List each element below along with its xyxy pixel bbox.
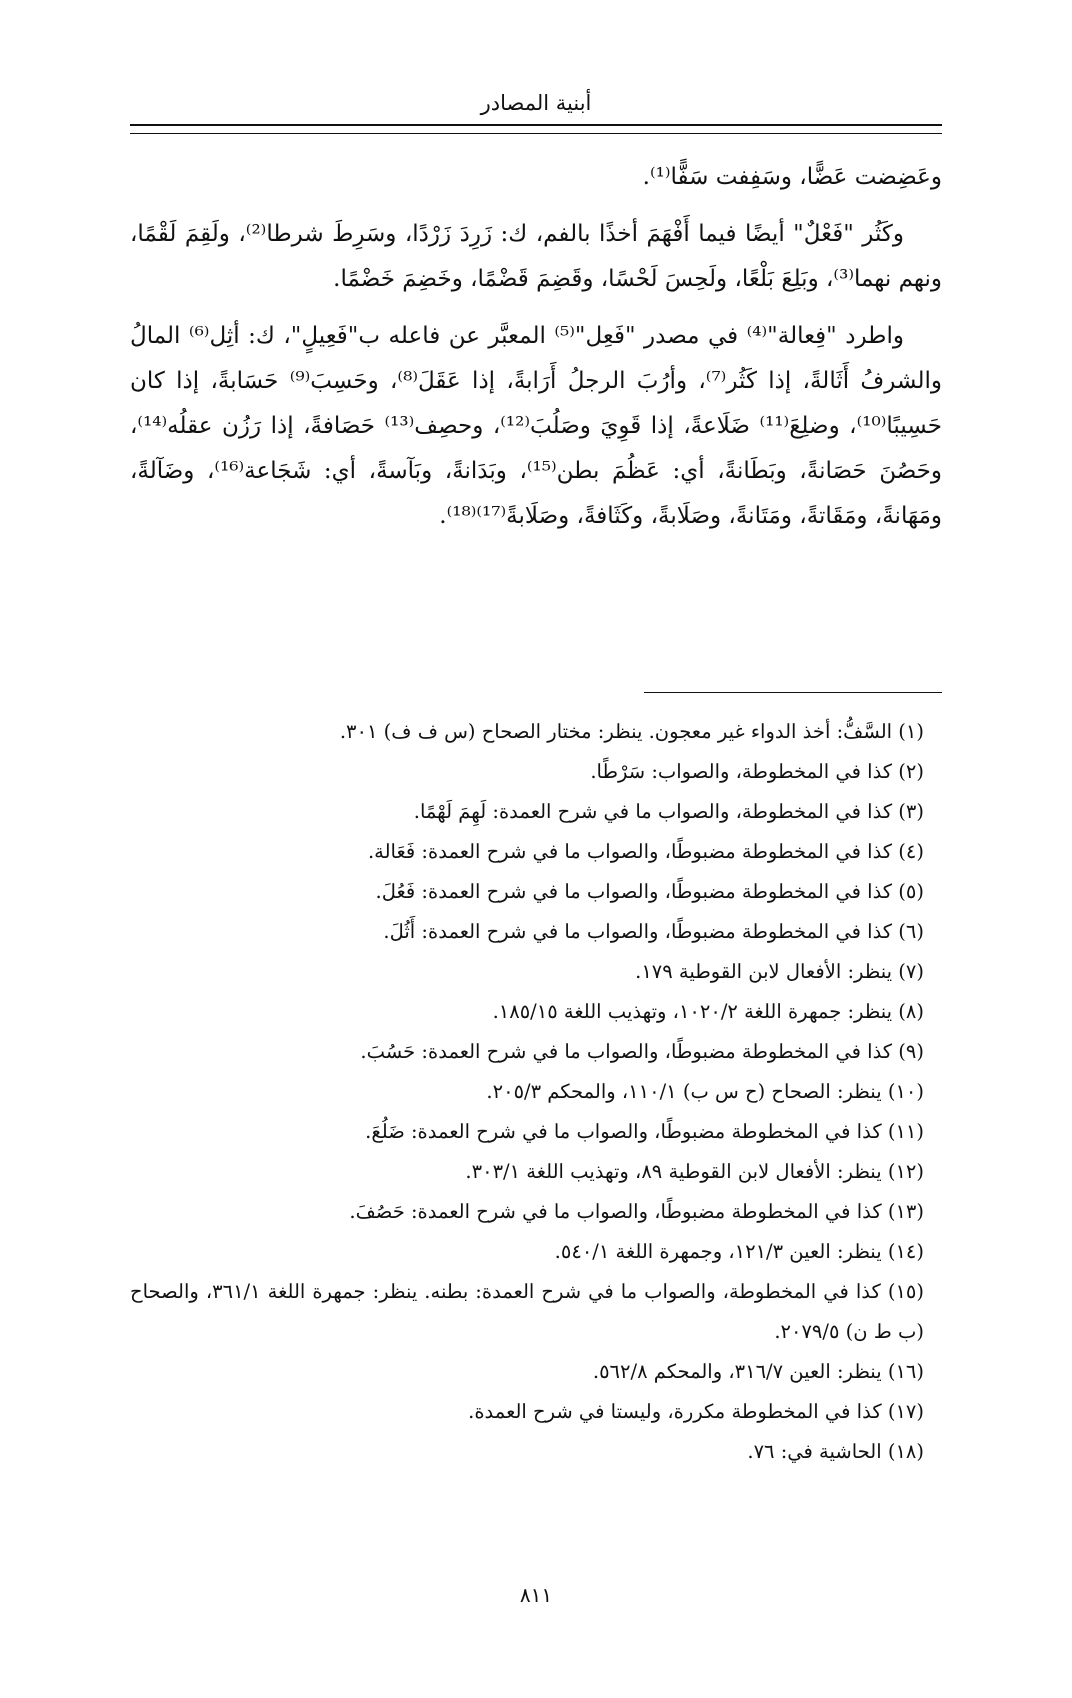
footnote-15: (١٥) كذا في المخطوطة، والصواب ما في شرح العمدة: بطنه. ينظر: جمهرة اللغة ٣٦١/١، والصحاح (ب ط ن) ٢٠٧٩/٥. xyxy=(130,1280,924,1343)
paragraph-2: وكَثُر "فَعْلٌ" أيضًا فيما أَفْهَمَ أخذًا بالفم، ك: زَرِدَ زَرْدًا، وسَرِطَ شرطا⁽²⁾، ولَقِمَ لَقْمًا، ونهم نهما⁽³⁾، وبَلِعَ بَلْعًا، ولَحِسَ لَحْسًا، وقَضِمَ قَضْمًا، وخَضِمَ خَضْمًا. xyxy=(130,221,942,292)
header-rule-thin xyxy=(130,133,942,134)
footnote-7: (٧) ينظر: الأفعال لابن القوطية ١٧٩. xyxy=(635,960,924,983)
paragraph-3: واطرد "فِعالة"⁽⁴⁾ في مصدر "فَعِل"⁽⁵⁾ المعبَّر عن فاعله ب"فَعِيلٍ"، ك: أثِل⁽⁶⁾ المالُ والشرفُ أَثَالةً، إذا كَثُر⁽⁷⁾، وأرُبَ الرجلُ أَرَابةً، إذا عَقَلَ⁽⁸⁾، وحَسِبَ⁽⁹⁾ حَسَابةً، إذا كان حَسِيبًا⁽¹⁰⁾، وضلِعَ⁽¹¹⁾ ضَلَاعةً، إذا قَوِيَ وصَلُبَ⁽¹²⁾، وحصِف⁽¹³⁾ حَصَافةً، إذا رَزُن عقلُه⁽¹⁴⁾، وحَصُنَ حَصَانةً، وبَطَانةً، أي: عَظُمَ بطن⁽¹⁵⁾، وبَدَانةً، وبَآسةً، أي: شَجَاعة⁽¹⁶⁾، وضَآلةً، ومَهَانةً، ومَقَاتةً، ومَتَانةً، وصَلَابةً، وكَثَافةً، وصَلَابةً⁽¹⁷⁾⁽¹⁸⁾. xyxy=(130,323,942,529)
footnote-3: (٣) كذا في المخطوطة، والصواب ما في شرح العمدة: لَهِمَ لَهْمًا. xyxy=(413,800,924,823)
footnote-9: (٩) كذا في المخطوطة مضبوطًا، والصواب ما في شرح العمدة: حَسُبَ. xyxy=(360,1040,924,1063)
paragraph-1: وعَضِضت عَضًّا، وسَفِفت سَفًّا⁽¹⁾. xyxy=(642,164,942,190)
footnotes-list xyxy=(130,712,942,1472)
header-rule-thick xyxy=(130,124,942,126)
page-number: ٨١١ xyxy=(519,1583,553,1607)
footnote-10: (١٠) ينظر: الصحاح (ح س ب) ١١٠/١، والمحكم ٢٠٥/٣. xyxy=(486,1080,924,1103)
footnote-18: (١٨) الحاشية في: ٧٦. xyxy=(747,1440,924,1463)
footnote-8: (٨) ينظر: جمهرة اللغة ١٠٢٠/٢، وتهذيب اللغة ١٨٥/١٥. xyxy=(492,1000,924,1023)
footnote-13: (١٣) كذا في المخطوطة مضبوطًا، والصواب ما في شرح العمدة: حَصُفَ. xyxy=(349,1200,924,1223)
footnote-4: (٤) كذا في المخطوطة مضبوطًا، والصواب ما في شرح العمدة: فَعَالة. xyxy=(367,840,924,863)
footnote-14: (١٤) ينظر: العين ١٢١/٣، وجمهرة اللغة ٥٤٠/١. xyxy=(554,1240,924,1263)
footnote-11: (١١) كذا في المخطوطة مضبوطًا، والصواب ما في شرح العمدة: ضَلُعَ. xyxy=(365,1120,924,1143)
footnote-1: (١) السَّفُّ: أخذ الدواء غير معجون. ينظر: مختار الصحاح (س ف ف) ٣٠١. xyxy=(339,720,924,743)
footnote-6: (٦) كذا في المخطوطة مضبوطًا، والصواب ما في شرح العمدة: أَثُلَ. xyxy=(383,920,924,943)
main-text xyxy=(130,155,942,551)
footnote-12: (١٢) ينظر: الأفعال لابن القوطية ٨٩، وتهذيب اللغة ٣٠٣/١. xyxy=(465,1160,924,1183)
footnote-5: (٥) كذا في المخطوطة مضبوطًا، والصواب ما في شرح العمدة: فَعُلَ. xyxy=(375,880,924,903)
running-header: أبنية المصادر xyxy=(480,91,592,115)
footnote-16: (١٦) ينظر: العين ٣١٦/٧، والمحكم ٥٦٢/٨. xyxy=(592,1360,924,1383)
footnote-2: (٢) كذا في المخطوطة، والصواب: سَرْطًا. xyxy=(590,760,924,783)
footnote-17: (١٧) كذا في المخطوطة مكررة، وليستا في شرح العمدة. xyxy=(468,1400,924,1423)
footnote-separator xyxy=(644,692,942,693)
